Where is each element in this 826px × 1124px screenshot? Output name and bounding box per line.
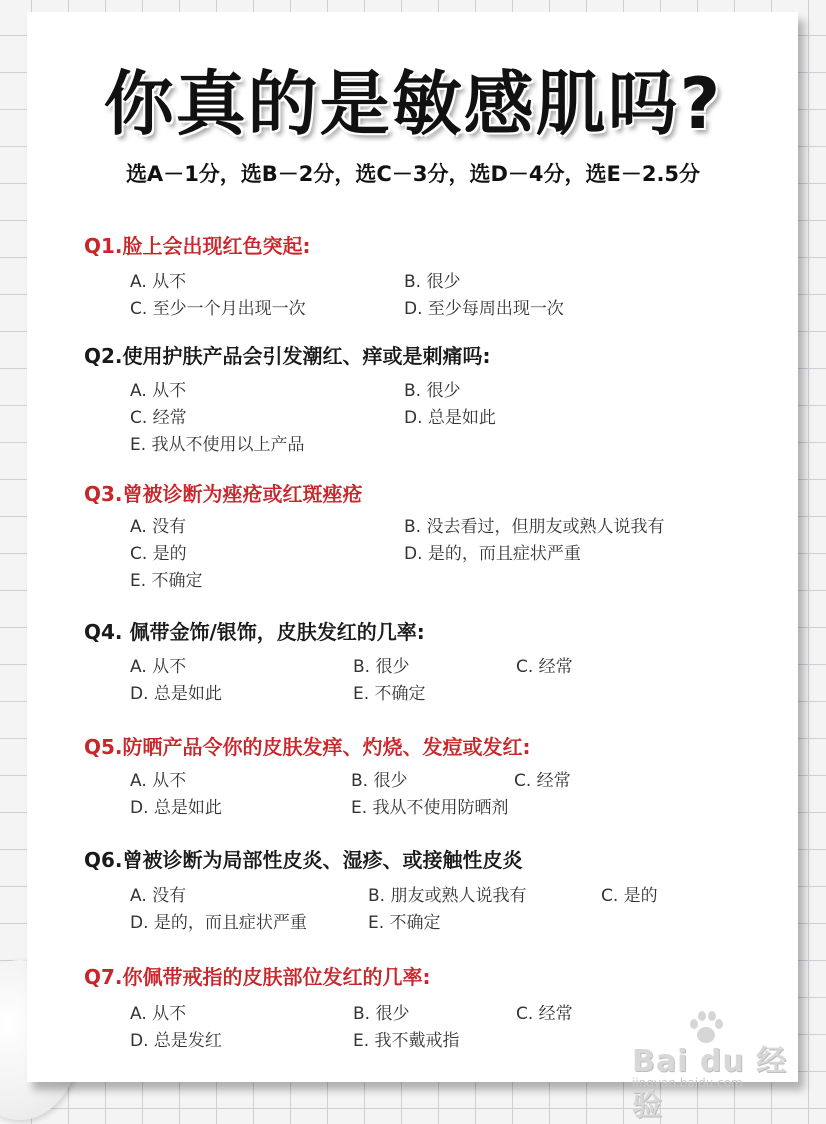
question-1: Q1.脸上会出现红色突起: — [84, 234, 311, 258]
q5-option-d[interactable]: D. 总是如此 — [130, 798, 222, 818]
question-3: Q3.曾被诊断为痤疮或红斑痤疮 — [84, 482, 363, 506]
question-7: Q7.你佩带戒指的皮肤部位发红的几率: — [84, 965, 431, 989]
q6-option-d[interactable]: D. 是的，而且症状严重 — [130, 913, 307, 933]
q4-option-b[interactable]: B. 很少 — [353, 657, 410, 677]
q3-option-a[interactable]: A. 没有 — [130, 517, 187, 537]
watermark-brand: Bai du 经验 — [632, 1044, 788, 1123]
q7-option-e[interactable]: E. 我不戴戒指 — [353, 1031, 460, 1051]
question-5: Q5.防晒产品令你的皮肤发痒、灼烧、发痘或发红: — [84, 735, 531, 759]
q3-option-c[interactable]: C. 是的 — [130, 544, 187, 564]
q6-option-e[interactable]: E. 不确定 — [368, 913, 441, 933]
watermark-url: jingyan.baidu.com — [632, 1076, 743, 1090]
q4-option-d[interactable]: D. 总是如此 — [130, 684, 222, 704]
q4-option-a[interactable]: A. 从不 — [130, 657, 187, 677]
q3-option-e[interactable]: E. 不确定 — [130, 571, 203, 591]
q2-option-a[interactable]: A. 从不 — [130, 381, 187, 401]
q6-option-a[interactable]: A. 没有 — [130, 886, 187, 906]
q3-option-d[interactable]: D. 是的，而且症状严重 — [404, 544, 581, 564]
q4-option-e[interactable]: E. 不确定 — [353, 684, 426, 704]
q2-option-d[interactable]: D. 总是如此 — [404, 408, 496, 428]
q5-option-b[interactable]: B. 很少 — [351, 771, 408, 791]
q7-option-b[interactable]: B. 很少 — [353, 1004, 410, 1024]
q1-option-a[interactable]: A. 从不 — [130, 272, 187, 292]
scoring-rule: 选A－1分，选B－2分，选C－3分，选D－4分，选E－2.5分 — [125, 162, 701, 186]
q2-option-b[interactable]: B. 很少 — [404, 381, 461, 401]
q2-option-e[interactable]: E. 我从不使用以上产品 — [130, 435, 305, 455]
q1-option-d[interactable]: D. 至少每周出现一次 — [404, 299, 564, 319]
q6-option-c[interactable]: C. 是的 — [601, 886, 658, 906]
page-title: 你真的是敏感肌吗? — [103, 63, 723, 145]
question-4: Q4. 佩带金饰/银饰，皮肤发红的几率: — [84, 620, 425, 644]
q5-option-c[interactable]: C. 经常 — [514, 771, 571, 791]
q1-option-b[interactable]: B. 很少 — [404, 272, 461, 292]
q7-option-a[interactable]: A. 从不 — [130, 1004, 187, 1024]
question-2: Q2.使用护肤产品会引发潮红、痒或是刺痛吗: — [84, 344, 491, 368]
q1-option-c[interactable]: C. 至少一个月出现一次 — [130, 299, 306, 319]
question-6: Q6.曾被诊断为局部性皮炎、湿疹、或接触性皮炎 — [84, 848, 523, 872]
q7-option-d[interactable]: D. 总是发红 — [130, 1031, 222, 1051]
q3-option-b[interactable]: B. 没去看过，但朋友或熟人说我有 — [404, 517, 665, 537]
q2-option-c[interactable]: C. 经常 — [130, 408, 187, 428]
q4-option-c[interactable]: C. 经常 — [516, 657, 573, 677]
q7-option-c[interactable]: C. 经常 — [516, 1004, 573, 1024]
q6-option-b[interactable]: B. 朋友或熟人说我有 — [368, 886, 527, 906]
q5-option-e[interactable]: E. 我从不使用防晒剂 — [351, 798, 509, 818]
baidu-watermark — [632, 1010, 812, 1123]
q5-option-a[interactable]: A. 从不 — [130, 771, 187, 791]
